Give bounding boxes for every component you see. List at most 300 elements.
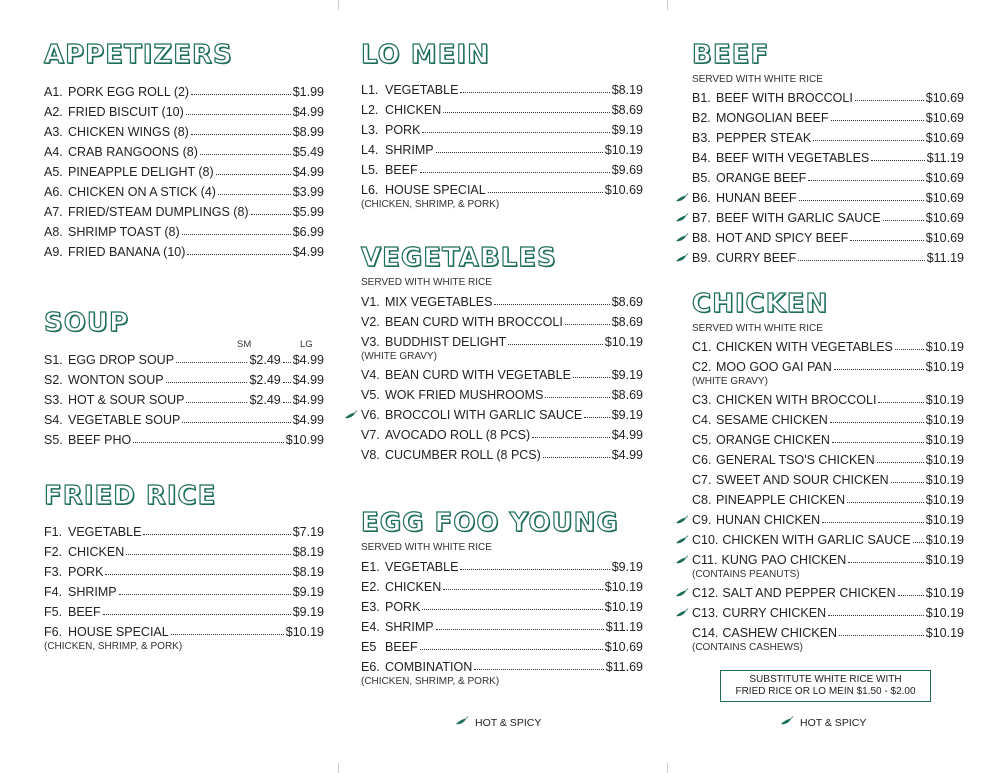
section-title: VEGETABLES xyxy=(361,243,557,273)
legend-label: HOT & SPICY xyxy=(475,716,542,729)
fried-rice-section xyxy=(44,481,324,652)
item-code: C9. xyxy=(692,513,712,527)
menu-item-e3 xyxy=(361,594,643,614)
item-name: HOT & SOUR SOUP xyxy=(68,393,185,407)
menu-item-a9 xyxy=(44,239,324,259)
item-price: $9.19 xyxy=(611,123,643,137)
legend-label: HOT & SPICY xyxy=(800,716,867,729)
large-size-label: LG xyxy=(300,339,313,350)
item-price: $10.19 xyxy=(925,393,964,407)
substitution-line-2: FRIED RICE OR LO MEIN $1.50 - $2.00 xyxy=(735,686,916,697)
item-price: $10.99 xyxy=(285,433,324,447)
item-name: HOT AND SPICY BEEF xyxy=(716,231,849,245)
item-price: $11.19 xyxy=(605,620,643,634)
item-price: $10.19 xyxy=(925,340,964,354)
item-price: $4.99 xyxy=(292,413,324,427)
dot-leader xyxy=(813,140,924,141)
item-name: PORK xyxy=(385,600,421,614)
item-name: BEEF WITH BROCCOLI xyxy=(716,91,853,105)
fold-line-left xyxy=(338,0,339,773)
item-code: B2. xyxy=(692,111,711,125)
item-code: A2. xyxy=(44,105,63,119)
item-name: CURRY BEEF xyxy=(716,251,797,265)
menu-item-e2 xyxy=(361,574,643,594)
dot-leader xyxy=(443,589,603,590)
menu-item-f1 xyxy=(44,519,324,539)
item-name: PORK xyxy=(68,565,104,579)
item-name: VEGETABLE xyxy=(385,560,459,574)
menu-item-v3 xyxy=(361,329,643,349)
menu-item-l4 xyxy=(361,137,643,157)
dot-leader xyxy=(460,92,609,93)
item-code: A7. xyxy=(44,205,63,219)
menu-item-l1 xyxy=(361,77,643,97)
item-price: $4.99 xyxy=(292,165,324,179)
item-code: C11. xyxy=(692,553,718,567)
dot-leader xyxy=(218,194,291,195)
item-price-small: $2.49 xyxy=(249,373,281,387)
item-name: WONTON SOUP xyxy=(68,373,164,387)
item-price: $10.19 xyxy=(925,586,964,600)
item-code: V6. xyxy=(361,408,380,422)
item-code: S4. xyxy=(44,413,63,427)
dot-leader xyxy=(420,172,610,173)
item-price: $8.99 xyxy=(292,125,324,139)
item-code: F5. xyxy=(44,605,63,619)
item-price: $4.99 xyxy=(292,373,324,387)
hot-pepper-icon xyxy=(780,716,794,729)
menu-item-c1 xyxy=(692,334,964,354)
item-code: B5. xyxy=(692,171,711,185)
dot-leader xyxy=(182,234,291,235)
hot-pepper-icon xyxy=(344,409,358,419)
menu-item-l6 xyxy=(361,177,643,197)
soup-section xyxy=(44,308,324,447)
item-code: E6. xyxy=(361,660,380,674)
dot-leader xyxy=(191,134,291,135)
menu-item-b4 xyxy=(692,145,964,165)
item-price: $9.19 xyxy=(292,585,324,599)
item-name: CURRY CHICKEN xyxy=(722,606,827,620)
item-name: BEAN CURD WITH VEGETABLE xyxy=(385,368,571,382)
dot-leader xyxy=(143,534,290,535)
item-price: $10.69 xyxy=(925,191,964,205)
menu-item-v4 xyxy=(361,362,643,382)
menu-item-v2 xyxy=(361,309,643,329)
menu-item-f4 xyxy=(44,579,324,599)
item-code: V7. xyxy=(361,428,380,442)
dot-leader xyxy=(831,120,924,121)
menu-item-v8 xyxy=(361,442,643,462)
hot-pepper-icon xyxy=(675,212,689,222)
menu-item-c6 xyxy=(692,447,964,467)
item-name: BEEF WITH GARLIC SAUCE xyxy=(716,211,881,225)
dot-leader xyxy=(422,609,602,610)
item-code: L5. xyxy=(361,163,379,177)
item-code: V4. xyxy=(361,368,380,382)
item-name: CHICKEN WITH VEGETABLES xyxy=(716,340,893,354)
menu-item-c7 xyxy=(692,467,964,487)
menu-item-a2 xyxy=(44,99,324,119)
item-code: V2. xyxy=(361,315,380,329)
dot-leader xyxy=(474,669,603,670)
item-price: $4.99 xyxy=(292,245,324,259)
item-price: $10.19 xyxy=(285,625,324,639)
chicken-section xyxy=(692,289,964,653)
menu-item-b6 xyxy=(692,185,964,205)
item-code: A9. xyxy=(44,245,63,259)
item-price: $5.99 xyxy=(292,205,324,219)
menu-item-e5 xyxy=(361,634,643,654)
hot-pepper-icon xyxy=(675,252,689,262)
item-code: C5. xyxy=(692,433,712,447)
hot-pepper-icon xyxy=(675,232,689,242)
item-price: $10.19 xyxy=(925,360,964,374)
dot-leader xyxy=(420,649,603,650)
item-code: V1. xyxy=(361,295,380,309)
dot-leader xyxy=(422,132,609,133)
item-price: $10.69 xyxy=(604,183,643,197)
item-name: SESAME CHICKEN xyxy=(716,413,828,427)
menu-item-c9 xyxy=(692,507,964,527)
item-name: BEEF WITH VEGETABLES xyxy=(716,151,870,165)
item-name: VEGETABLE xyxy=(68,525,142,539)
dot-leader xyxy=(200,154,291,155)
menu-item-f2 xyxy=(44,539,324,559)
section-title: EGG FOO YOUNG xyxy=(361,508,619,538)
item-price: $9.19 xyxy=(292,605,324,619)
item-subnote: (WHITE GRAVY) xyxy=(692,376,768,387)
item-code: S5. xyxy=(44,433,63,447)
item-price-small: $2.49 xyxy=(249,353,281,367)
item-name: CHICKEN xyxy=(68,545,125,559)
item-price: $11.19 xyxy=(926,251,964,265)
menu-item-c5 xyxy=(692,427,964,447)
item-price: $3.99 xyxy=(292,185,324,199)
item-name: BEEF xyxy=(385,640,418,654)
item-subnote: (CONTAINS PEANUTS) xyxy=(692,569,800,580)
item-price: $10.19 xyxy=(925,413,964,427)
dot-leader xyxy=(191,94,291,95)
item-code: C10. xyxy=(692,533,719,547)
item-code: A3. xyxy=(44,125,63,139)
item-price: $10.69 xyxy=(604,640,643,654)
item-code: B1. xyxy=(692,91,711,105)
item-code: C7. xyxy=(692,473,712,487)
item-price: $8.69 xyxy=(611,103,643,117)
menu-item-a6 xyxy=(44,179,324,199)
dot-leader xyxy=(166,382,248,383)
item-price: $11.19 xyxy=(926,151,964,165)
item-code: C2. xyxy=(692,360,712,374)
item-price: $10.19 xyxy=(604,143,643,157)
dot-leader xyxy=(283,362,291,363)
item-price: $10.19 xyxy=(604,580,643,594)
menu-item-e6 xyxy=(361,654,643,674)
item-price: $11.69 xyxy=(605,660,643,674)
dot-leader xyxy=(828,615,924,616)
item-code: E1. xyxy=(361,560,380,574)
dot-leader xyxy=(443,112,609,113)
dot-leader xyxy=(488,192,603,193)
menu-item-b5 xyxy=(692,165,964,185)
menu-item-v7 xyxy=(361,422,643,442)
dot-leader xyxy=(283,402,291,403)
lo-mein-section xyxy=(361,40,643,210)
item-code: L2. xyxy=(361,103,379,117)
item-name: HUNAN CHICKEN xyxy=(716,513,821,527)
section-title: CHICKEN xyxy=(692,289,829,319)
item-price: $9.19 xyxy=(611,368,643,382)
dot-leader xyxy=(847,502,924,503)
item-name: SALT AND PEPPER CHICKEN xyxy=(722,586,896,600)
dot-leader xyxy=(532,437,610,438)
hot-pepper-icon xyxy=(675,192,689,202)
menu-item-b9 xyxy=(692,245,964,265)
hot-pepper-icon xyxy=(675,514,689,524)
item-price: $4.99 xyxy=(611,448,643,462)
menu-item-f6 xyxy=(44,619,324,639)
item-code: F3. xyxy=(44,565,63,579)
dot-leader xyxy=(436,629,604,630)
item-code: B4. xyxy=(692,151,711,165)
menu-item-s3 xyxy=(44,387,324,407)
item-name: CASHEW CHICKEN xyxy=(722,626,837,640)
item-price: $6.99 xyxy=(292,225,324,239)
menu-item-c3 xyxy=(692,387,964,407)
menu-item-c4 xyxy=(692,407,964,427)
item-price: $10.69 xyxy=(925,171,964,185)
item-code: B9. xyxy=(692,251,711,265)
item-name: CHICKEN WITH BROCCOLI xyxy=(716,393,877,407)
item-code: E4. xyxy=(361,620,380,634)
dot-leader xyxy=(573,377,610,378)
item-name: CHICKEN xyxy=(385,580,442,594)
menu-item-c12 xyxy=(692,580,964,600)
item-name: CRAB RANGOONS (8) xyxy=(68,145,198,159)
item-code: C13. xyxy=(692,606,719,620)
substitution-line-1: SUBSTITUTE WHITE RICE WITH xyxy=(749,674,902,685)
item-code: E2. xyxy=(361,580,380,594)
item-price: $8.69 xyxy=(611,388,643,402)
item-price: $10.69 xyxy=(925,91,964,105)
fold-line-right xyxy=(667,0,668,773)
dot-leader xyxy=(832,442,924,443)
beef-section xyxy=(692,40,964,265)
item-subnote: (CHICKEN, SHRIMP, & PORK) xyxy=(361,199,500,210)
dot-leader xyxy=(895,349,924,350)
item-price: $10.19 xyxy=(925,533,964,547)
menu-item-f5 xyxy=(44,599,324,619)
item-name: HOUSE SPECIAL xyxy=(385,183,486,197)
item-name: SHRIMP xyxy=(385,143,434,157)
dot-leader xyxy=(565,324,610,325)
item-name: AVOCADO ROLL (8 PCS) xyxy=(385,428,531,442)
item-name: WOK FRIED MUSHROOMS xyxy=(385,388,544,402)
item-price: $4.99 xyxy=(611,428,643,442)
menu-item-b3 xyxy=(692,125,964,145)
item-price: $10.19 xyxy=(925,513,964,527)
dot-leader xyxy=(460,569,609,570)
item-price: $8.19 xyxy=(292,545,324,559)
dot-leader xyxy=(187,254,290,255)
item-name: FRIED BISCUIT (10) xyxy=(68,105,184,119)
item-code: E3. xyxy=(361,600,380,614)
section-title: LO MEIN xyxy=(361,40,490,70)
dot-leader xyxy=(545,397,609,398)
dot-leader xyxy=(133,442,284,443)
menu-item-v1 xyxy=(361,289,643,309)
menu-item-s5 xyxy=(44,427,324,447)
menu-item-b2 xyxy=(692,105,964,125)
dot-leader xyxy=(878,402,923,403)
item-code: C12. xyxy=(692,586,719,600)
dot-leader xyxy=(871,160,924,161)
item-code: L6. xyxy=(361,183,379,197)
menu-item-v5 xyxy=(361,382,643,402)
item-name: ORANGE CHICKEN xyxy=(716,433,830,447)
dot-leader xyxy=(830,422,924,423)
dot-leader xyxy=(883,220,924,221)
menu-item-c11 xyxy=(692,547,964,567)
dot-leader xyxy=(186,402,247,403)
spicy-legend xyxy=(455,716,541,729)
item-name: PINEAPPLE CHICKEN xyxy=(716,493,846,507)
dot-leader xyxy=(436,152,603,153)
item-price: $9.19 xyxy=(611,560,643,574)
item-name: FRIED/STEAM DUMPLINGS (8) xyxy=(68,205,249,219)
item-price-small: $2.49 xyxy=(249,393,281,407)
menu-item-c8 xyxy=(692,487,964,507)
item-subnote: (CHICKEN, SHRIMP, & PORK) xyxy=(361,676,500,687)
hot-pepper-icon xyxy=(455,716,469,729)
item-price: $8.69 xyxy=(611,315,643,329)
item-name: BEEF xyxy=(68,605,101,619)
dot-leader xyxy=(283,382,291,383)
item-subnote: (CHICKEN, SHRIMP, & PORK) xyxy=(44,641,183,652)
dot-leader xyxy=(822,522,924,523)
item-price: $9.69 xyxy=(611,163,643,177)
egg-foo-young-section xyxy=(361,508,643,687)
dot-leader xyxy=(877,462,924,463)
item-code: C8. xyxy=(692,493,712,507)
menu-item-s1 xyxy=(44,347,324,367)
dot-leader xyxy=(119,594,291,595)
item-price: $9.19 xyxy=(611,408,643,422)
item-name: PEPPER STEAK xyxy=(716,131,812,145)
section-title: BEEF xyxy=(692,40,770,70)
item-code: F1. xyxy=(44,525,63,539)
item-name: VEGETABLE SOUP xyxy=(68,413,181,427)
item-code: B7. xyxy=(692,211,711,225)
menu-item-a5 xyxy=(44,159,324,179)
item-code: C3. xyxy=(692,393,712,407)
item-code: S3. xyxy=(44,393,63,407)
item-code: F6. xyxy=(44,625,63,639)
item-code: A4. xyxy=(44,145,63,159)
dot-leader xyxy=(543,457,610,458)
dot-leader xyxy=(855,100,924,101)
item-name: SHRIMP xyxy=(68,585,117,599)
item-price: $10.19 xyxy=(925,453,964,467)
dot-leader xyxy=(898,595,924,596)
section-note: SERVED WITH WHITE RICE xyxy=(361,277,492,288)
section-title: FRIED RICE xyxy=(44,481,217,511)
item-name: BEAN CURD WITH BROCCOLI xyxy=(385,315,563,329)
item-name: CHICKEN ON A STICK (4) xyxy=(68,185,216,199)
item-name: ORANGE BEEF xyxy=(716,171,807,185)
item-price: $10.69 xyxy=(925,231,964,245)
item-price: $10.69 xyxy=(925,211,964,225)
item-price: $10.69 xyxy=(925,131,964,145)
item-name: SWEET AND SOUR CHICKEN xyxy=(716,473,889,487)
item-code: L3. xyxy=(361,123,379,137)
item-price: $10.19 xyxy=(604,335,643,349)
item-code: L4. xyxy=(361,143,379,157)
dot-leader xyxy=(850,240,924,241)
rice-substitution-note xyxy=(720,670,931,702)
item-code: B6. xyxy=(692,191,711,205)
hot-pepper-icon xyxy=(675,587,689,597)
item-name: HUNAN BEEF xyxy=(716,191,797,205)
item-code: S2. xyxy=(44,373,63,387)
item-code: B8. xyxy=(692,231,711,245)
item-code: V3. xyxy=(361,335,380,349)
item-price: $10.19 xyxy=(925,473,964,487)
item-name: VEGETABLE xyxy=(385,83,459,97)
menu-item-f3 xyxy=(44,559,324,579)
item-price: $8.19 xyxy=(611,83,643,97)
item-name: SHRIMP xyxy=(385,620,434,634)
item-price: $10.19 xyxy=(925,553,964,567)
menu-item-v6 xyxy=(361,402,643,422)
dot-leader xyxy=(508,344,602,345)
item-name: PORK EGG ROLL (2) xyxy=(68,85,190,99)
hot-pepper-icon xyxy=(675,554,689,564)
item-subnote: (WHITE GRAVY) xyxy=(361,351,437,362)
dot-leader xyxy=(105,574,290,575)
item-code: C14. xyxy=(692,626,719,640)
item-code: C1. xyxy=(692,340,712,354)
item-name: BEEF xyxy=(385,163,418,177)
item-name: CHICKEN WITH GARLIC SAUCE xyxy=(722,533,911,547)
item-code: C4. xyxy=(692,413,712,427)
dot-leader xyxy=(171,634,284,635)
item-price: $10.19 xyxy=(925,626,964,640)
item-name: COMBINATION xyxy=(385,660,473,674)
item-price: $7.19 xyxy=(292,525,324,539)
section-title: SOUP xyxy=(44,308,129,338)
menu-item-a8 xyxy=(44,219,324,239)
item-name: HOUSE SPECIAL xyxy=(68,625,169,639)
section-note: SERVED WITH WHITE RICE xyxy=(692,323,823,334)
section-note: SERVED WITH WHITE RICE xyxy=(361,542,492,553)
section-title: APPETIZERS xyxy=(44,40,233,70)
item-code: C6. xyxy=(692,453,712,467)
menu-item-b8 xyxy=(692,225,964,245)
dot-leader xyxy=(216,174,291,175)
item-name: PINEAPPLE DELIGHT (8) xyxy=(68,165,214,179)
item-price: $1.99 xyxy=(292,85,324,99)
menu-item-b1 xyxy=(692,85,964,105)
item-code: A6. xyxy=(44,185,63,199)
item-price: $4.99 xyxy=(292,393,324,407)
dot-leader xyxy=(182,422,290,423)
dot-leader xyxy=(799,200,924,201)
item-code: V5. xyxy=(361,388,380,402)
menu-item-c13 xyxy=(692,600,964,620)
dot-leader xyxy=(176,362,247,363)
